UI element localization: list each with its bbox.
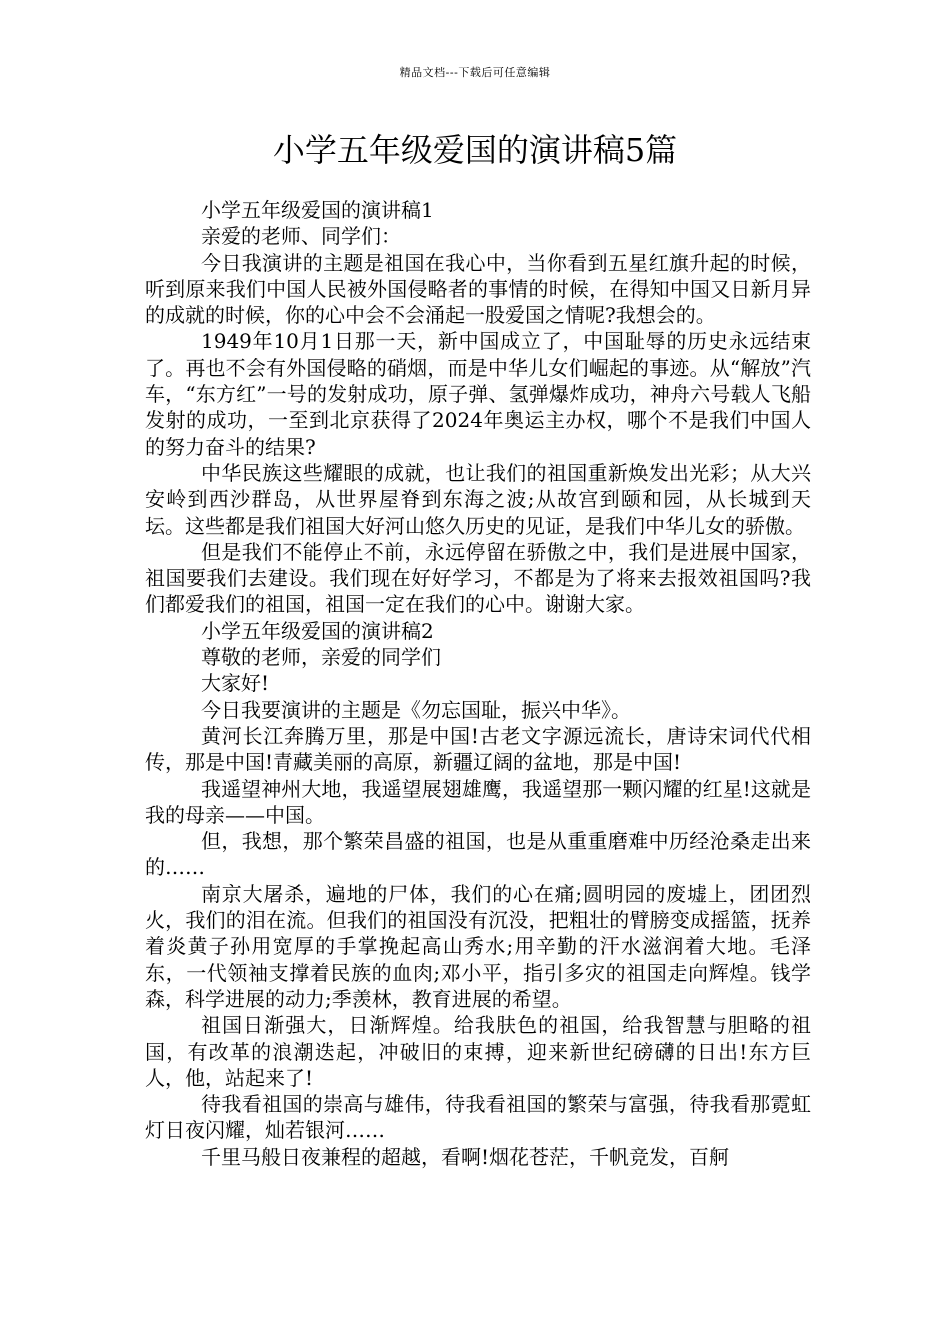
paragraph: 中华民族这些耀眼的成就，也让我们的祖国重新焕发出光彩；从大兴安岭到西沙群岛，从世界屋脊到东海之波;从故宫到颐和园，从长城到天坛。这些都是我们祖国大好河山悠久历史的见证，是我们中华儿女的骄傲。 [145,460,811,538]
paragraph: 祖国日渐强大，日渐辉煌。给我肤色的祖国，给我智慧与胆略的祖国，有改革的浪潮迭起，冲破旧的束搏，迎来新世纪磅礴的日出!东方巨人，他，站起来了! [145,1013,811,1090]
paragraph: 南京大屠杀，遍地的尸体，我们的心在痛;圆明园的废墟上，团团烈火，我们的泪在流。但我们的祖国没有沉没，把粗壮的臂膀变成摇篮，抚养着炎黄子孙用宽厚的手掌挽起高山秀水;用辛勤的汗水滋润着大地。毛泽东，一代领袖支撑着民族的血肉;邓小平，指引多灾的祖国走向辉煌。钱学森，科学进展的动力;季羡林，教育进展的希望。 [145,881,811,1011]
header-note: 精品文档---下载后可任意编辑 [399,66,551,79]
paragraph: 1949年10月1日那一天，新中国成立了，中国耻辱的历史永远结束了。再也不会有外国侵略的硝烟，而是中华儿女们崛起的事迹。从“解放”汽车，“东方红”一号的发射成功，原子弹、氢弹爆炸成功，神舟六号载人飞船发射的成功，一至到北京获得了2024年奥运主办权，哪个不是我们中国人的努力奋斗的结果? [145,329,811,459]
greeting: 大家好! [201,671,270,696]
paragraph: 今日我演讲的主题是祖国在我心中，当你看到五星红旗升起的时候，听到原来我们中国人民被外国侵略者的事情的时候，在得知中国又日新月异的成就的时候，你的心中会不会涌起一股爱国之情呢?我想会的。 [145,250,811,328]
paragraph: 今日我要演讲的主题是《勿忘国耻，振兴中华》。 [201,697,631,722]
section-heading-2: 小学五年级爱国的演讲稿2 [201,618,434,643]
paragraph: 但，我想，那个繁荣昌盛的祖国，也是从重重磨难中历经沧桑走出来的…… [145,829,811,880]
paragraph: 我遥望神州大地，我遥望展翅雄鹰，我遥望那一颗闪耀的红星!这就是我的母亲——中国。 [145,776,811,827]
paragraph: 千里马般日夜兼程的超越，看啊!烟花苍茫，千帆竞发，百舸 [201,1144,730,1169]
salutation-2: 尊敬的老师，亲爱的同学们 [201,645,441,670]
salutation-1: 亲爱的老师、同学们： [201,224,401,249]
document-title: 小学五年级爱国的演讲稿5篇 [272,131,678,169]
paragraph: 但是我们不能停止不前，永远停留在骄傲之中，我们是进展中国家，祖国要我们去建设。我们现在好好学习，不都是为了将来去报效祖国吗?我们都爱我们的祖国，祖国一定在我们的心中。谢谢大家。 [145,539,811,617]
paragraph: 黄河长江奔腾万里，那是中国!古老文字源远流长，唐诗宋词代代相传，那是中国!青藏美丽的高原，新疆辽阔的盆地，那是中国! [145,723,811,775]
document-body [145,197,811,1170]
paragraph: 待我看祖国的崇高与雄伟，待我看祖国的繁荣与富强，待我看那霓虹灯日夜闪耀，灿若银河…… [145,1092,811,1143]
section-heading-1: 小学五年级爱国的演讲稿1 [201,198,434,222]
